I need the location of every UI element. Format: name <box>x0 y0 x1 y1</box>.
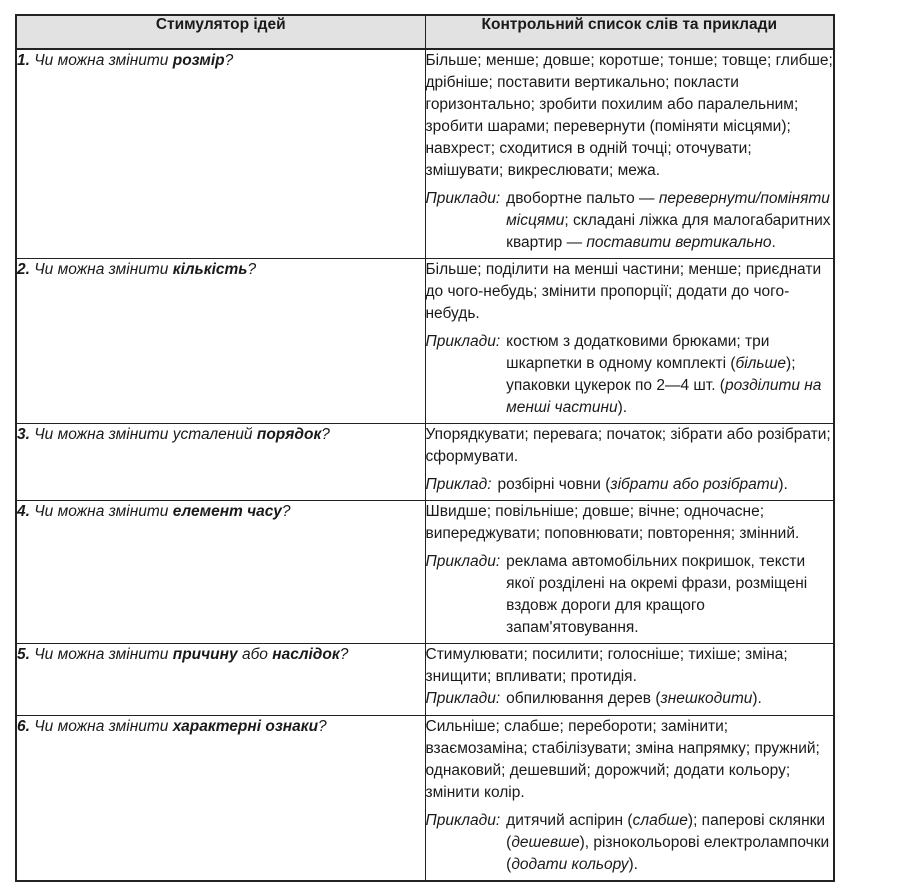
table-header-row <box>16 15 834 49</box>
question-cell <box>16 49 425 259</box>
checklist-words: Сильніше; слабше; перебороти; замінити; взаємозаміна; стабілізувати; зміна напрямку; пружний; однаковий; дешевший; дорожчий; додати кольору; змінити колір. <box>425 718 820 801</box>
examples-block <box>426 188 834 254</box>
examples-block <box>426 688 834 710</box>
checklist-cell <box>425 49 834 259</box>
example-fragment: двобортне пальто — <box>506 190 659 207</box>
checklist-words: Більше; менше; довше; коротше; тонше; товще; глибше; дрібніше; поставити вертикально; покласти горизонтально; зробити похилим або паралельним; зробити шарами; перевернути (поміняти місцями); навхрест; сходитися в одній точці; оточувати; змішувати; викреслювати; межа. <box>425 52 833 179</box>
question-mark: ? <box>247 261 257 278</box>
question-cell <box>16 716 425 882</box>
examples-text <box>506 188 833 254</box>
example-fragment: ). <box>628 856 638 873</box>
example-fragment: ), різнокольорові електролампочки ( <box>506 834 830 873</box>
example-fragment: ); упаковки цукерок по 2—4 шт. ( <box>506 355 796 394</box>
question-mark: ? <box>339 646 349 663</box>
question-key: порядок <box>256 426 322 443</box>
question-connector: або <box>241 646 268 663</box>
question-number: 1. <box>17 52 30 69</box>
examples-block <box>426 474 834 496</box>
examples-block <box>426 551 834 639</box>
table-row <box>16 644 834 716</box>
question-lead: Чи можна змінити <box>34 503 169 520</box>
checklist-cell <box>425 716 834 882</box>
checklist-cell <box>425 259 834 424</box>
question-mark: ? <box>224 52 234 69</box>
example-fragment: обпилювання дерев ( <box>506 690 661 707</box>
question-key: розмір <box>172 52 225 69</box>
example-fragment: ); паперові склянки ( <box>506 812 826 851</box>
examples-label: Приклади: <box>425 190 501 207</box>
question-key: кількість <box>172 261 248 278</box>
table-row <box>16 501 834 644</box>
question-cell <box>16 259 425 424</box>
example-fragment: дешевше <box>511 834 580 851</box>
question-cell <box>16 501 425 644</box>
question-lead: Чи можна змінити <box>34 646 169 663</box>
question-number: 6. <box>17 718 30 735</box>
question-key: наслідок <box>272 646 340 663</box>
question-key: характерні ознаки <box>172 718 319 735</box>
example-fragment: слабше <box>632 812 688 829</box>
example-fragment: ; складані ліжка для малогабаритних квартир — <box>506 212 831 251</box>
question-cell <box>16 424 425 501</box>
examples-text <box>506 331 833 419</box>
checklist-words: Більше; поділити на менші частини; менше; приєднати до чого-небудь; змінити пропорції; додати до чого-небудь. <box>425 261 822 322</box>
question-lead: Чи можна змінити усталений <box>34 426 253 443</box>
examples-label: Приклади: <box>425 553 501 570</box>
examples-text <box>498 474 833 496</box>
question-mark: ? <box>321 426 330 443</box>
question-number: 3. <box>17 426 30 443</box>
example-fragment: ). <box>617 399 628 416</box>
question-number: 4. <box>17 503 30 520</box>
table-row <box>16 259 834 424</box>
example-fragment: більше <box>735 355 787 372</box>
examples-block <box>426 331 834 419</box>
question-number: 5. <box>17 646 30 663</box>
example-fragment: реклама автомобільних покришок, тексти якої розділені на окремі фрази, розміщені вздовж дороги для кращого запам'ятовування. <box>506 553 808 636</box>
question-number: 2. <box>17 261 30 278</box>
examples-label: Приклади: <box>425 812 501 829</box>
examples-text <box>506 810 833 876</box>
examples-label: Приклад: <box>425 476 492 493</box>
table-row <box>16 49 834 259</box>
examples-text <box>506 551 833 639</box>
question-mark: ? <box>318 718 327 735</box>
idea-stimulator-table <box>15 14 835 882</box>
examples-text <box>506 688 833 710</box>
checklist-words: Упорядкувати; перевага; початок; зібрати або розібрати; сформувати. <box>425 426 831 465</box>
example-fragment: костюм з додатковими брюками; три шкарпетки в одному комплекті ( <box>506 333 770 372</box>
question-lead: Чи можна змінити <box>34 261 169 278</box>
checklist-words: Стимулювати; посилити; голосніше; тихіше; зміна; знищити; впливати; протидія. <box>425 646 788 685</box>
header-idea-stimulator: Стимулятор ідей <box>16 15 425 49</box>
checklist-words: Швидше; повільніше; довше; вічне; одночасне; випереджувати; поповнювати; повторення; змінний. <box>425 503 800 542</box>
example-fragment: знешкодити <box>660 690 753 707</box>
examples-block <box>426 810 834 876</box>
checklist-cell <box>425 424 834 501</box>
question-key: елемент часу <box>172 503 282 520</box>
example-fragment: дитячий аспірин ( <box>506 812 633 829</box>
table-row <box>16 716 834 882</box>
example-fragment: розбірні човни ( <box>497 476 611 493</box>
example-fragment: перевернути/поміняти місцями <box>506 190 830 229</box>
question-key: причину <box>172 646 238 663</box>
question-cell <box>16 644 425 716</box>
table-row <box>16 424 834 501</box>
example-fragment: розділити на менші частини <box>506 377 822 416</box>
checklist-cell <box>425 644 834 716</box>
checklist-cell <box>425 501 834 644</box>
question-lead: Чи можна змінити <box>34 52 169 69</box>
example-fragment: поставити вертикально <box>586 234 772 251</box>
examples-label: Приклади: <box>425 690 501 707</box>
example-fragment: ). <box>752 690 762 707</box>
question-lead: Чи можна змінити <box>34 718 169 735</box>
example-fragment: додати кольору <box>511 856 629 873</box>
question-mark: ? <box>281 503 291 520</box>
header-checklist: Контрольний список слів та приклади <box>425 15 834 49</box>
example-fragment: ). <box>778 476 788 493</box>
examples-label: Приклади: <box>425 333 501 350</box>
example-fragment: . <box>771 234 776 251</box>
example-fragment: зібрати або розібрати <box>610 476 779 493</box>
